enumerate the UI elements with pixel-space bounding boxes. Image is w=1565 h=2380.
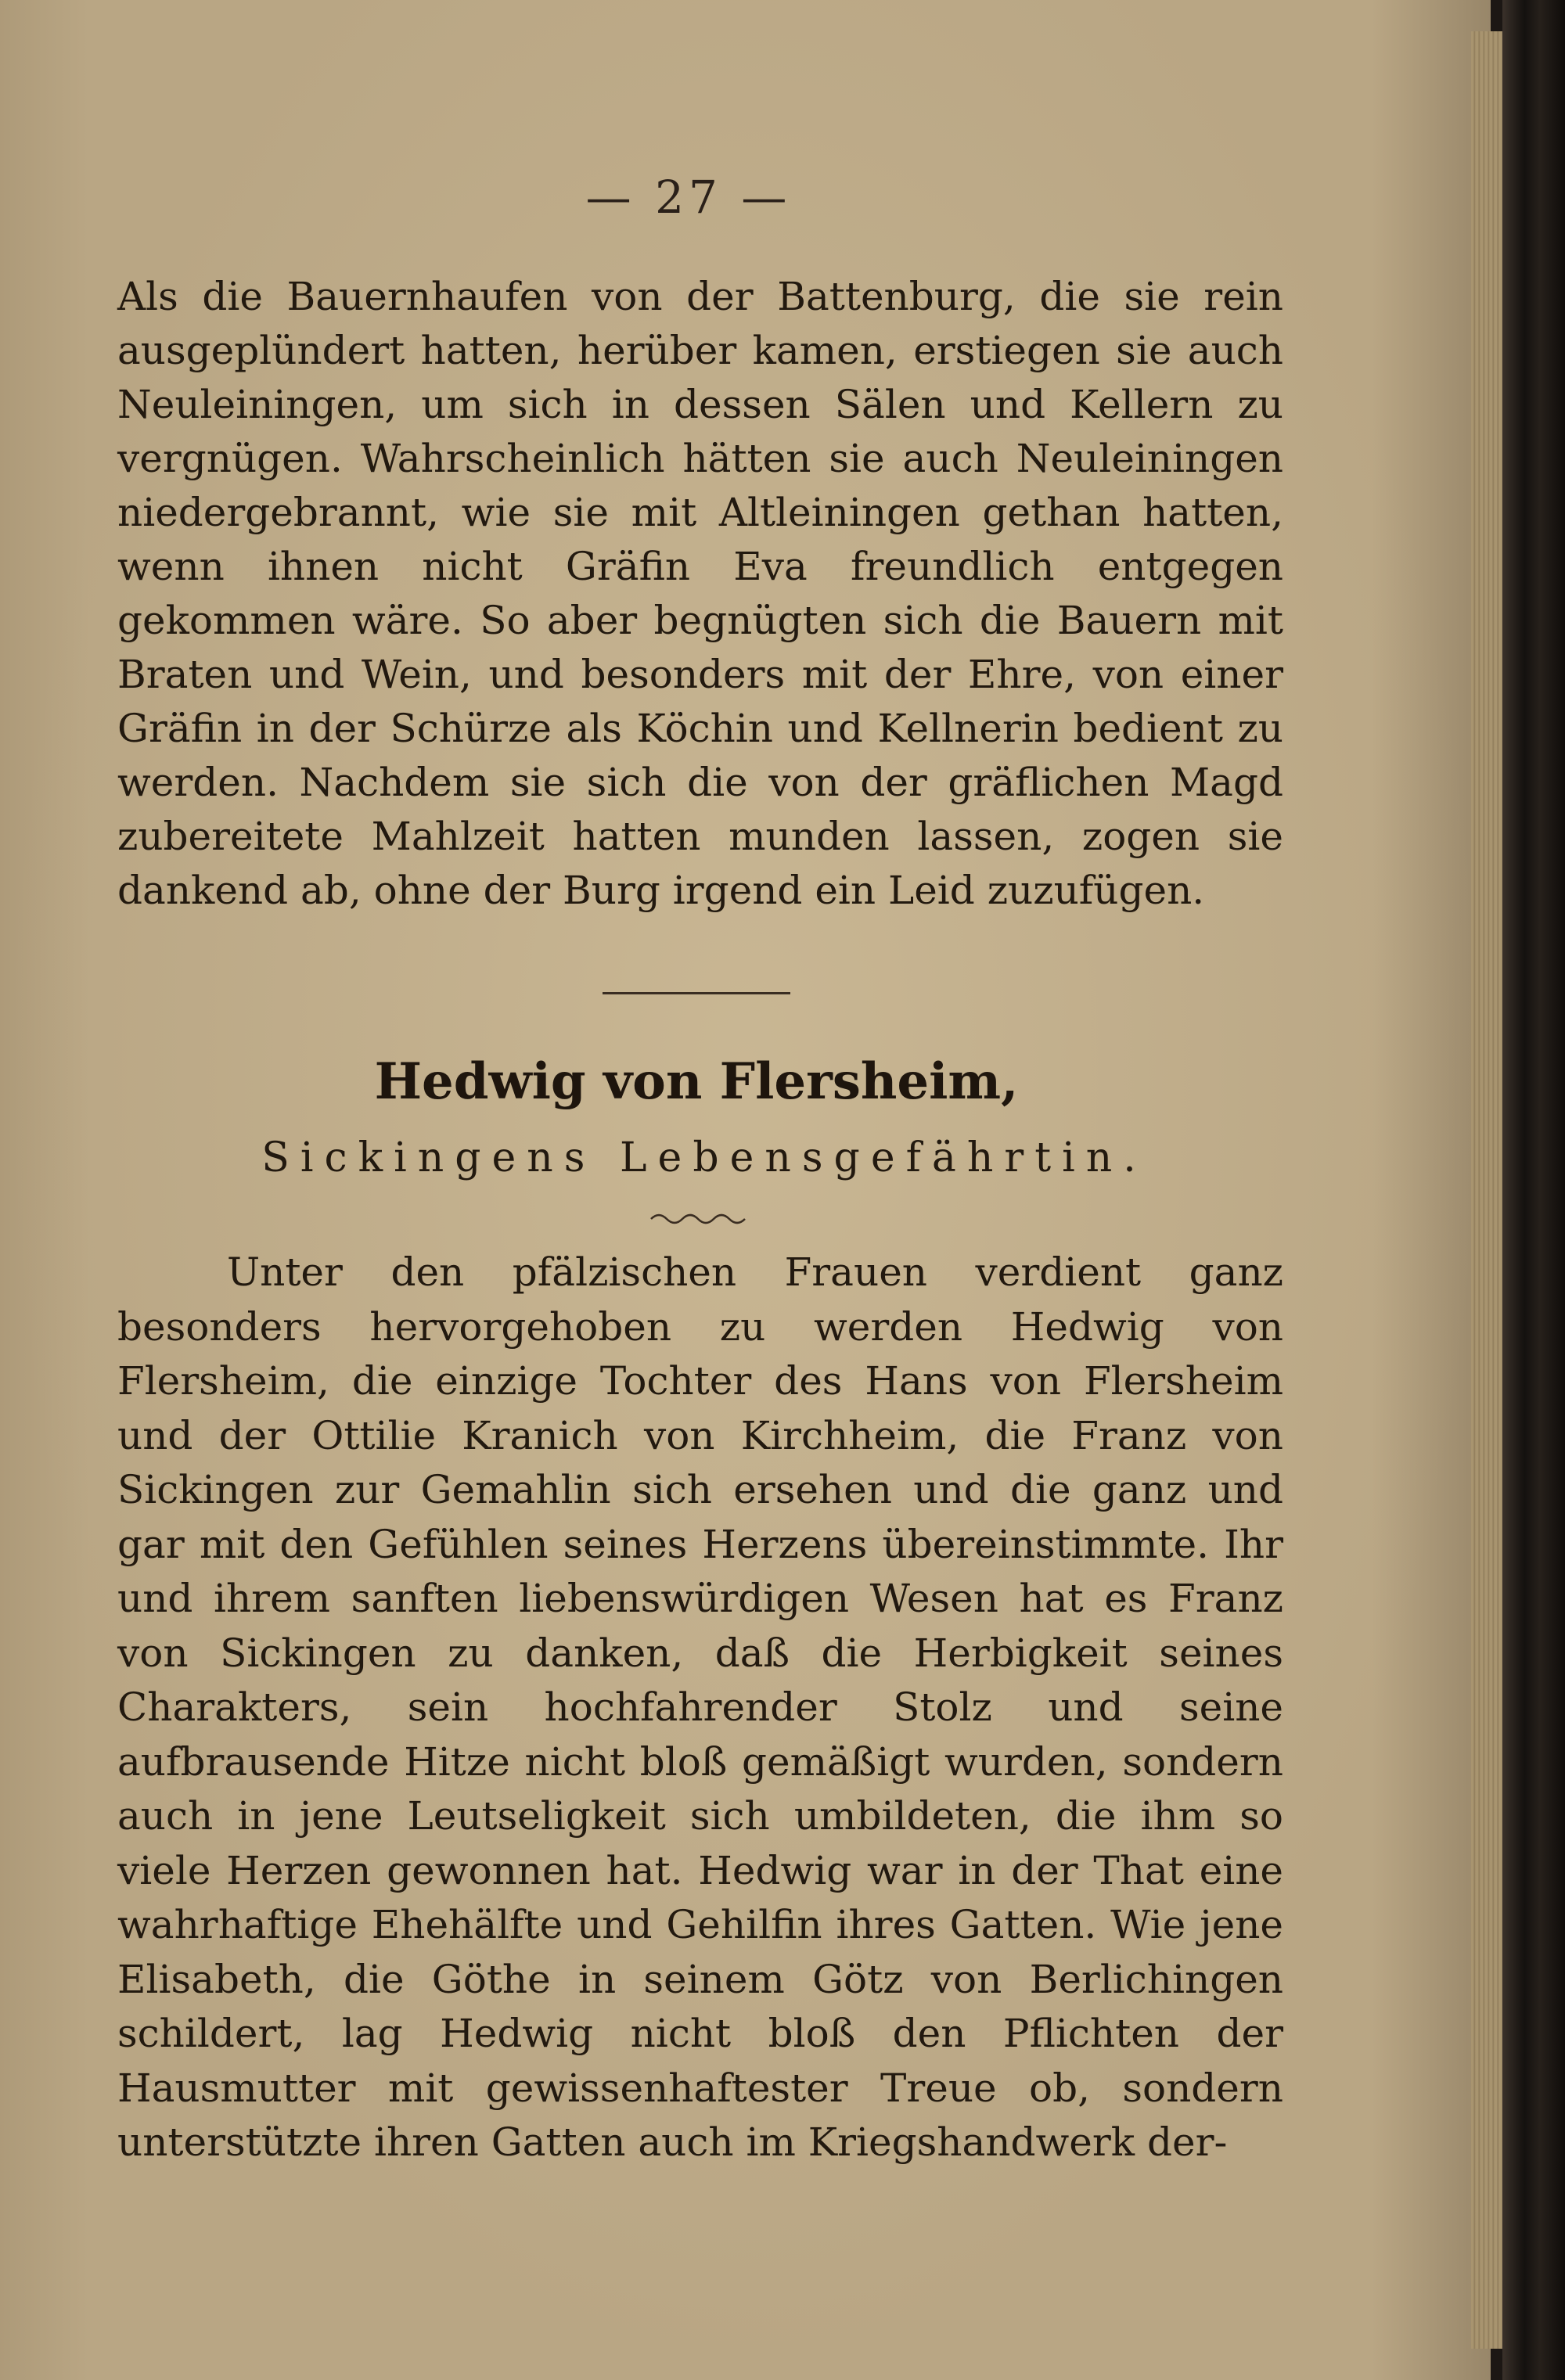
paragraph-neuleiningen: Als die Bauernhaufen von der Battenburg, die sie rein ausgeplündert hatten, herüber kamen, erstiegen sie auch Neuleiningen, um sich in dessen Sälen und Kellern zu vergnügen. Wahrscheinlich hätten sie auch Neuleiningen niedergebrannt, wie sie mit Altleiningen gethan hatten, wenn ihnen nicht Gräfin Eva freundlich entgegen gekommen wäre. So aber begnügten sich die Bauern mit Braten und Wein, und besonders mit der Ehre, von einer Gräfin in der Schürze als Köchin und Kellnerin bedient zu werden. Nachdem sie sich die von der gräflichen Magd zubereitete Mahlzeit hatten munden lassen, zogen sie dankend ab, ohne der Burg irgend ein Leid zuzufügen. bbox=[117, 274, 1283, 913]
section-title: Hedwig von Flersheim, bbox=[374, 1052, 1019, 1111]
page-number: — 27 — bbox=[585, 171, 792, 224]
book-binding bbox=[1502, 0, 1565, 2380]
section-subtitle: Sickingens Lebensgefährtin. bbox=[261, 1134, 1147, 1181]
page-fore-edge bbox=[1471, 31, 1502, 2349]
paragraph-hedwig: Unter den pfälzischen Frauen verdient ganz besonders hervorgehoben zu werden Hedwig von Flersheim, die einzige Tochter des Hans von Flersheim und der Ottilie Kranich von Kirchheim, die Franz von Sickingen zur Gemahlin sich ersehen und die ganz und gar mit den Gefühlen seines Herzens übereinstimmte. Ihr und ihrem sanften liebenswürdigen Wesen hat es Franz von Sickingen zu danken, daß die Herbigkeit seines Charakters, sein hochfahrender Stolz und seine aufbrausende Hitze nicht bloß gemäßigt wurden, sondern auch in jene Leutseligkeit sich umbildeten, die ihm so viele Herzen gewonnen hat. Hedwig war in der That eine wahrhaftige Ehehälfte und Gehilfin ihres Gatten. Wie jene Elisabeth, die Göthe in seinem Götz von Berlichingen schildert, lag Hedwig nicht bloß den Pflichten der Hausmutter mit gewissenhaftester Treue ob, sondern unterstützte ihren Gatten auch im Kriegshandwerk der- bbox=[117, 1249, 1283, 2165]
ornament-flourish-icon bbox=[649, 1210, 751, 1227]
section-divider bbox=[603, 992, 790, 994]
